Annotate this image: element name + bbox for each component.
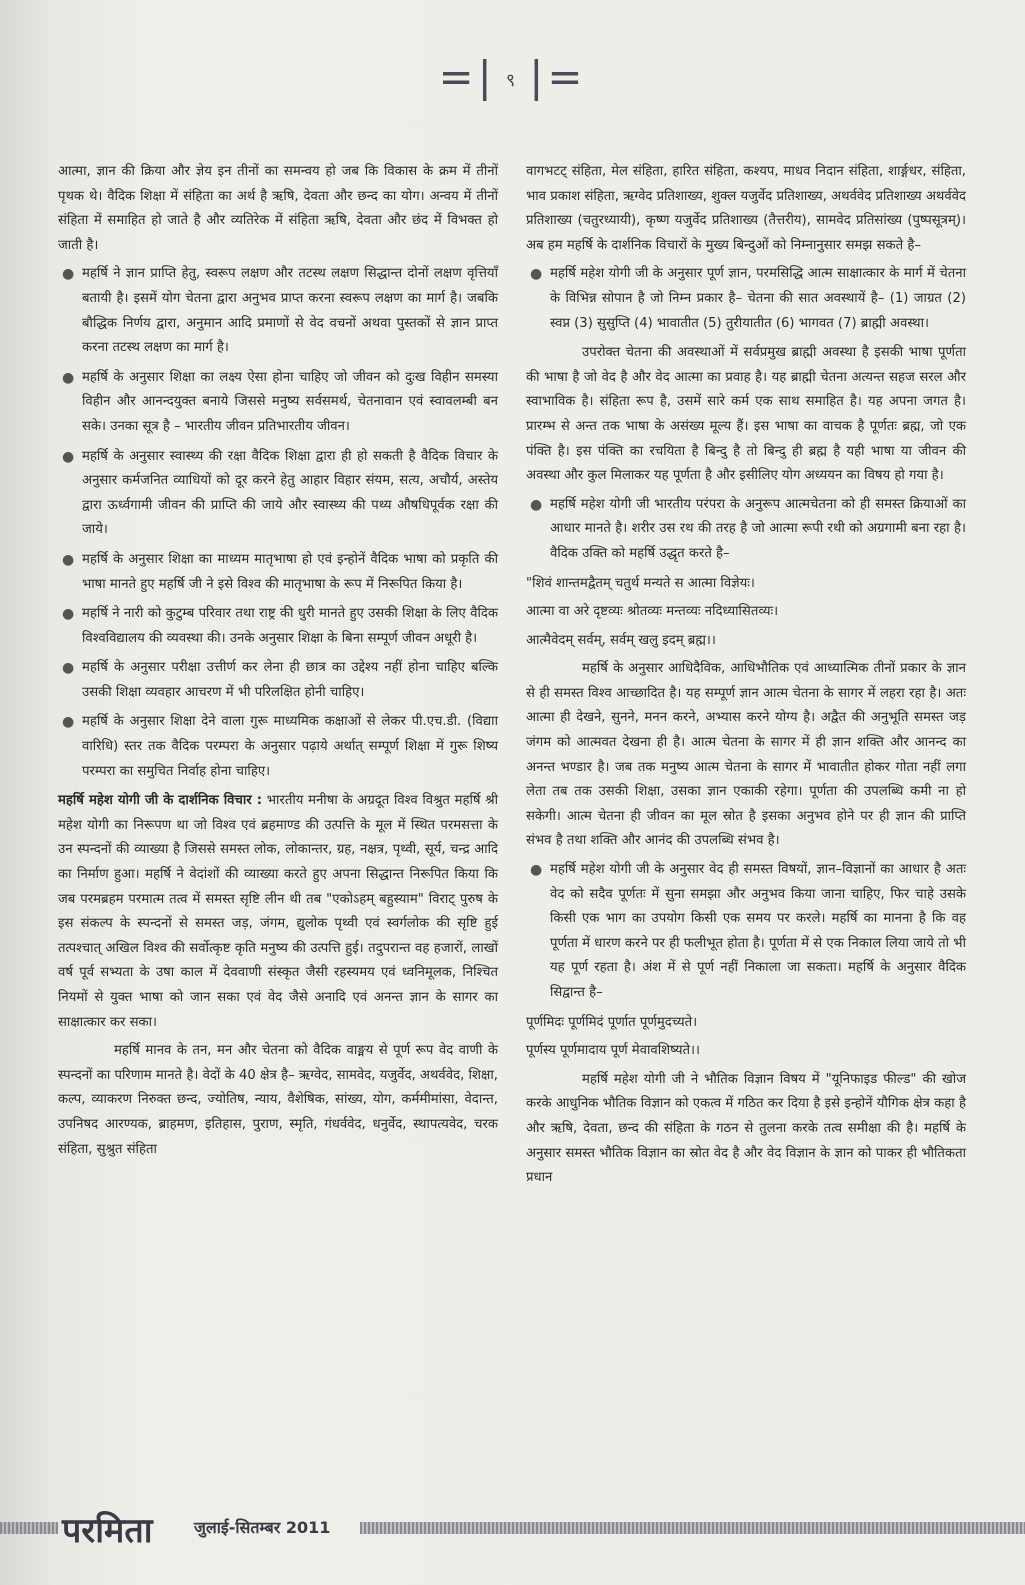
right-para-2: उपरोक्त चेतना की अवस्थाओं में सर्वप्रमुख ब्राह्मी अवस्था है इसकी भाषा पूर्णता की भाषा है जो वेद है और वेद आत्मा का प्रवाह है। यह ब्राह्मी चेतना अत्यन्त सहज सरल और स्वाभाविक है। संहिता रूप है, उसमें सारे कर्म एक साथ समाहित है। यह अपना जगत है। प्रारम्भ से अन्त तक भाषा के असंख्य मूल्य हैं। इस भाषा का वाचक है पूर्णतः ब्रह्म, जो एक पंक्ति है। इस पंक्ति का रचयिता है बिन्दु है तो बिन्दु ही ब्रह्म है यही भाषा या जीवन की अवस्था और कुल मिलाकर यह पूर्णता है और इसीलिए योग अध्ययन का विषय हो गया है। [526, 345, 966, 484]
left-last-para: महर्षि मानव के तन, मन और चेतना को वैदिक वाङ्मय से पूर्ण रूप वेद वाणी के स्पन्दनों का परिणाम मानते है। वेदों के 40 क्षेत्र है– ऋग्वेद, सामवेद, यजुर्वेद, अथर्ववेद, शिक्षा, कल्प, व्याकरण निरुक्त छन्द, ज्योतिष, न्याय, वैशेषिक, सांख्य, योग, कर्ममीमांसा, वेदान्त, उपनिषद आरण्यक, ब्राहमण, इतिहास, पुराण, स्मृति, गंधर्ववेद, धनुर्वेद, स्थापत्यवेद, चरक संहिता, सुश्रुत संहिता [58, 1043, 498, 1157]
bullet-icon: ● [62, 448, 75, 465]
bullet-icon: ● [62, 714, 75, 731]
list-item: ● महर्षि के अनुसार शिक्षा का लक्ष्य ऐसा होना चाहिए जो जीवन को दुःख विहीन समस्या विहीन और आनन्दयुक्त बनाये जिससे मनुष्य सर्वसमर्थ, चेतनावान एवं स्वावलम्बी बन सके। उनका सूत्र है – भारतीय जीवन प्रतिभारतीय जीवन। [58, 366, 498, 440]
bullet-icon: ● [530, 862, 543, 879]
list-item: ● महर्षि ने नारी को कुटुम्ब परिवार तथा राष्ट्र की धुरी मानते हुए उसकी शिक्षा के लिए वैदिक विश्वविद्यालय की व्यवस्था की। उनके अनुसार शिक्षा के बिना सम्पूर्ण जीवन अधूरी है। [58, 602, 498, 651]
section-heading: महर्षि महेश योगी जी के दार्शनिक विचार : [58, 793, 263, 809]
header-mark-right: |= [529, 52, 587, 101]
verse-line: आत्मा वा अरे दृष्टव्यः श्रोतव्यः मन्तव्यः नदिध्यासितव्यः। [526, 604, 779, 620]
section-paragraph [58, 789, 498, 1035]
bullet-icon: ● [62, 551, 75, 568]
right-para-1: वागभटट् संहिता, मेल संहिता, हारित संहिता, कश्यप, माधव निदान संहिता, शार्ङ्गधर, संहिता, भाव प्रकाश संहिता, ऋग्वेद प्रतिशाख्य, शुक्ल यजुर्वेद प्रतिशाख्य, अथर्ववेद प्रतिशाख्य अथर्ववेद प्रतिशाख्य (चतुरध्यायी), कृष्ण यजुर्वेद प्रतिशाख्य (तैत्तरीय), सामवेद प्रतिसांख्य (पुष्पसूत्रम्)। अब हम महर्षि के दार्शनिक विचारों के मुख्य बिन्दुओं को निम्नानुसार समझ सकते है– [526, 164, 966, 253]
bullet-icon: ● [62, 660, 75, 677]
list-item: ● महर्षि के अनुसार परीक्षा उत्तीर्ण कर लेना ही छात्र का उद्देश्य नहीं होना चाहिए बल्कि उसकी शिक्षा व्यवहार आचरण में भी परिलक्षित होनी चाहिए। [58, 656, 498, 705]
issue-date: जुलाई-सितम्बर 2011 [194, 1518, 331, 1537]
list-item: ● महर्षि के अनुसार शिक्षा देने वाला गुरू माध्यमिक कक्षाओं से लेकर पी.एच.डी. (विद्याा वारिधि) स्तर तक वैदिक परम्परा के अनुसार पढ़ाये अर्थात् सम्पूर्ण शिक्षा में गुरू शिष्य परम्परा का समुचित निर्वाह होना चाहिए। [58, 710, 498, 784]
bullet-icon: ● [62, 606, 75, 623]
section-body: भारतीय मनीषा के अग्रदूत विश्व विश्रुत महर्षि श्री महेश योगी का निरूपण था जो विश्व एवं ब्रहमाण्ड की उत्पत्ति के मूल में स्थित परमसत्ता के उन स्पन्दनों की व्याख्या है जिससे समस्त लोक, लोकान्तर, ग्रह, नक्षत्र, पृथ्वी, सूर्य, चन्द्र आदि का निर्माण हुआ। महर्षि ने वेदांशों की व्याख्या करते हुए अपना सिद्धान्त निरूपित किया कि जब परमब्रहम परमात्म तत्व में समस्त सृष्टि लीन थी तब "एकोऽहम् बहुस्याम" विराट् पुरुष के इस संकल्प के स्पन्दनों से समस्त जड़, जंगम, द्युलोक पृथ्वी एवं स्वर्गलोक की सृष्टि हुई तत्पश्चात् अखिल विश्व की सर्वोत्कृष्ट कृति मनुष्य की उत्पत्ति हुई। तदुपरान्त वह हजारों, लाखों वर्ष पूर्व सभ्यता के उषा काल में देववाणी संस्कृत जैसी रहस्यमय एवं ध्वनिमूलक, निश्चित नियमों से युक्त भाषा को जान सका एवं वेद जैसे अनादि एवं अनन्त ज्ञान के सागर का साक्षात्कार कर सका। [58, 793, 498, 1030]
footer-rule-left [0, 1522, 58, 1534]
bullet-icon: ● [62, 266, 75, 283]
footer [0, 1500, 1025, 1560]
page-number: ९ [505, 69, 520, 91]
verse-line: पूर्णस्य पूर्णमादाय पूर्ण मेवावशिष्यते।। [526, 1043, 700, 1059]
header-mark-left: =| [438, 52, 496, 101]
footer-rule-right [360, 1522, 1025, 1534]
left-column [58, 160, 498, 1166]
verse-line: आत्मैवेदम् सर्वम्, सर्वम् खलु इदम् ब्रह्म।। [526, 632, 716, 648]
list-item: ● महर्षि के अनुसार शिक्षा का माध्यम मातृभाषा हो एवं इन्होनें वैदिक भाषा को प्रकृति की भाषा मानते हुए महर्षि जी ने इसे विश्व की मातृभाषा के रूप में निरूपित किया है। [58, 548, 498, 597]
list-item: ● महर्षि महेश योगी जी के अनुसार पूर्ण ज्ञान, परमसिद्धि आत्म साक्षात्कार के मार्ग में चेतना के विभिन्न सोपान है जो निम्न प्रकार है– चेतना की सात अवस्थायें है– (1) जाग्रत (2) स्वप्न (3) सुसुप्ति (4) भावातीत (5) तुरीयातीत (6) भागवत (7) ब्राह्मी अवस्था। [526, 262, 966, 336]
bullet-icon: ● [62, 369, 75, 386]
verse-line: पूर्णमिदः पूर्णमिदं पूर्णात पूर्णमुदच्यते। [526, 1014, 698, 1030]
list-item: ● महर्षि महेश योगी जी भारतीय परंपरा के अनुरूप आत्मचेतना को ही समस्त क्रियाओं का आधार मानते है। शरीर उस रथ की तरह है जो आत्मा रूपी रथी को अग्रगामी बना रहा है। वैदिक उक्ति को महर्षि उद्धृत करते है– [526, 493, 966, 567]
bullet-icon: ● [530, 496, 543, 513]
right-para-3: महर्षि के अनुसार आधिदैविक, आधिभौतिक एवं आध्यात्मिक तीनों प्रकार के ज्ञान से ही समस्त विश्व आच्छादित है। यह सम्पूर्ण ज्ञान आत्म चेतना के सागर में लहरा रहा है। अतः आत्मा ही देखने, सुनने, मनन करने, अभ्यास करने योग्य है। अद्वैत की अनुभूति समस्त जड़ जंगम को आत्मवत देखना ही है। आत्म चेतना के सागर में ही ज्ञान शक्ति और आनन्द का अनन्त भण्डार है। जब तक मनुष्य आत्म चेतना के सागर में भावातीत होकर गोता नहीं लगा लेता तब तक उसकी शिक्षा, उसका ज्ञान एकाकी रहेगा। पूर्णता की उपलब्धि कमी ना हो सकेगी। आत्म चेतना ही जीवन का मूल स्रोत है इसका अनुभव होने पर ही ज्ञान की प्राप्ति संभव है तथा शक्ति और आनंद की उपलब्धि संभव है। [526, 661, 966, 849]
left-para-1: आत्मा, ज्ञान की क्रिया और ज्ञेय इन तीनों का समन्वय हो जब कि विकास के क्रम में तीनों पृथक थे। वैदिक शिक्षा में संहिता का अर्थ है ऋषि, देवता और छन्द का योग। अन्वय में तीनों संहिता में समाहित हो जाते है और व्यतिरेक में संहिता ऋषि, देवता और छंद में विभक्त हो जाती है। [58, 164, 498, 253]
verse-line: "शिवं शान्तमद्वैतम् चतुर्थ मन्यते स आत्मा विज्ञेयः। [526, 575, 755, 591]
right-para-4: महर्षि महेश योगी जी ने भौतिक विज्ञान विषय में "यूनिफाइड फील्ड" की खोज करके आधुनिक भौतिक विज्ञान को एकत्व में गठित कर दिया है इसे इन्होनें यौगिक क्षेत्र कहा है और ऋषि, देवता, छन्द की संहिता के गठन से तुलना करके तत्व समीक्षा की है। महर्षि के अनुसार समस्त भौतिक विज्ञान का स्रोत वेद है और वेद विज्ञान के ज्ञान को पाकर ही भौतिकता प्रधान [526, 1071, 966, 1186]
list-item: ● महर्षि के अनुसार स्वास्थ्य की रक्षा वैदिक शिक्षा द्वारा ही हो सकती है वैदिक विचार के अनुसार कर्मजनित व्याधियों को दूर करने हेतु आहार विहार संयम, सत्य, अचौर्य, अस्तेय द्वारा ऊर्ध्वगामी जीवन की प्राप्ति की जाये और स्वास्थ्य की पथ्य औषधिपूर्वक रक्षा की जाये। [58, 445, 498, 543]
magazine-logo: परमिता [62, 1511, 153, 1551]
page-number-header [0, 52, 1025, 101]
list-item: ● महर्षि महेश योगी जी के अनुसार वेद ही समस्त विषयों, ज्ञान–विज्ञानों का आधार है अतः वेद को सदैव पूर्णतः में सुना समझा और अनुभव किया जाना चाहिए, फिर चाहे उसके किसी एक भाग का उपयोग किसी एक समय पर करले। महर्षि का मानना है कि वह पूर्णता में धारण करने पर ही फलीभूत होता है। पूर्णता में से एक निकाल लिया जाये तो भी यह पूर्ण रहता है। अंश में से पूर्ण नहीं निकाला जा सकता। महर्षि के अनुसार वैदिक सिद्वान्त है– [526, 858, 966, 1006]
bullet-icon: ● [530, 266, 543, 283]
right-column [526, 160, 966, 1195]
list-item: ● महर्षि ने ज्ञान प्राप्ति हेतु, स्वरूप लक्षण और तटस्थ लक्षण सिद्धान्त दोनों लक्षण वृत्तियाँ बतायी है। इसमें योग चेतना द्वारा अनुभव प्राप्त करना स्वरूप लक्षण का मार्ग है। जबकि बौद्धिक निर्णय द्वारा, अनुमान आदि प्रमाणों से वेद वचनों अथवा पुस्तकों से ज्ञान प्राप्त करना तटस्थ लक्षण का मार्ग है। [58, 262, 498, 360]
